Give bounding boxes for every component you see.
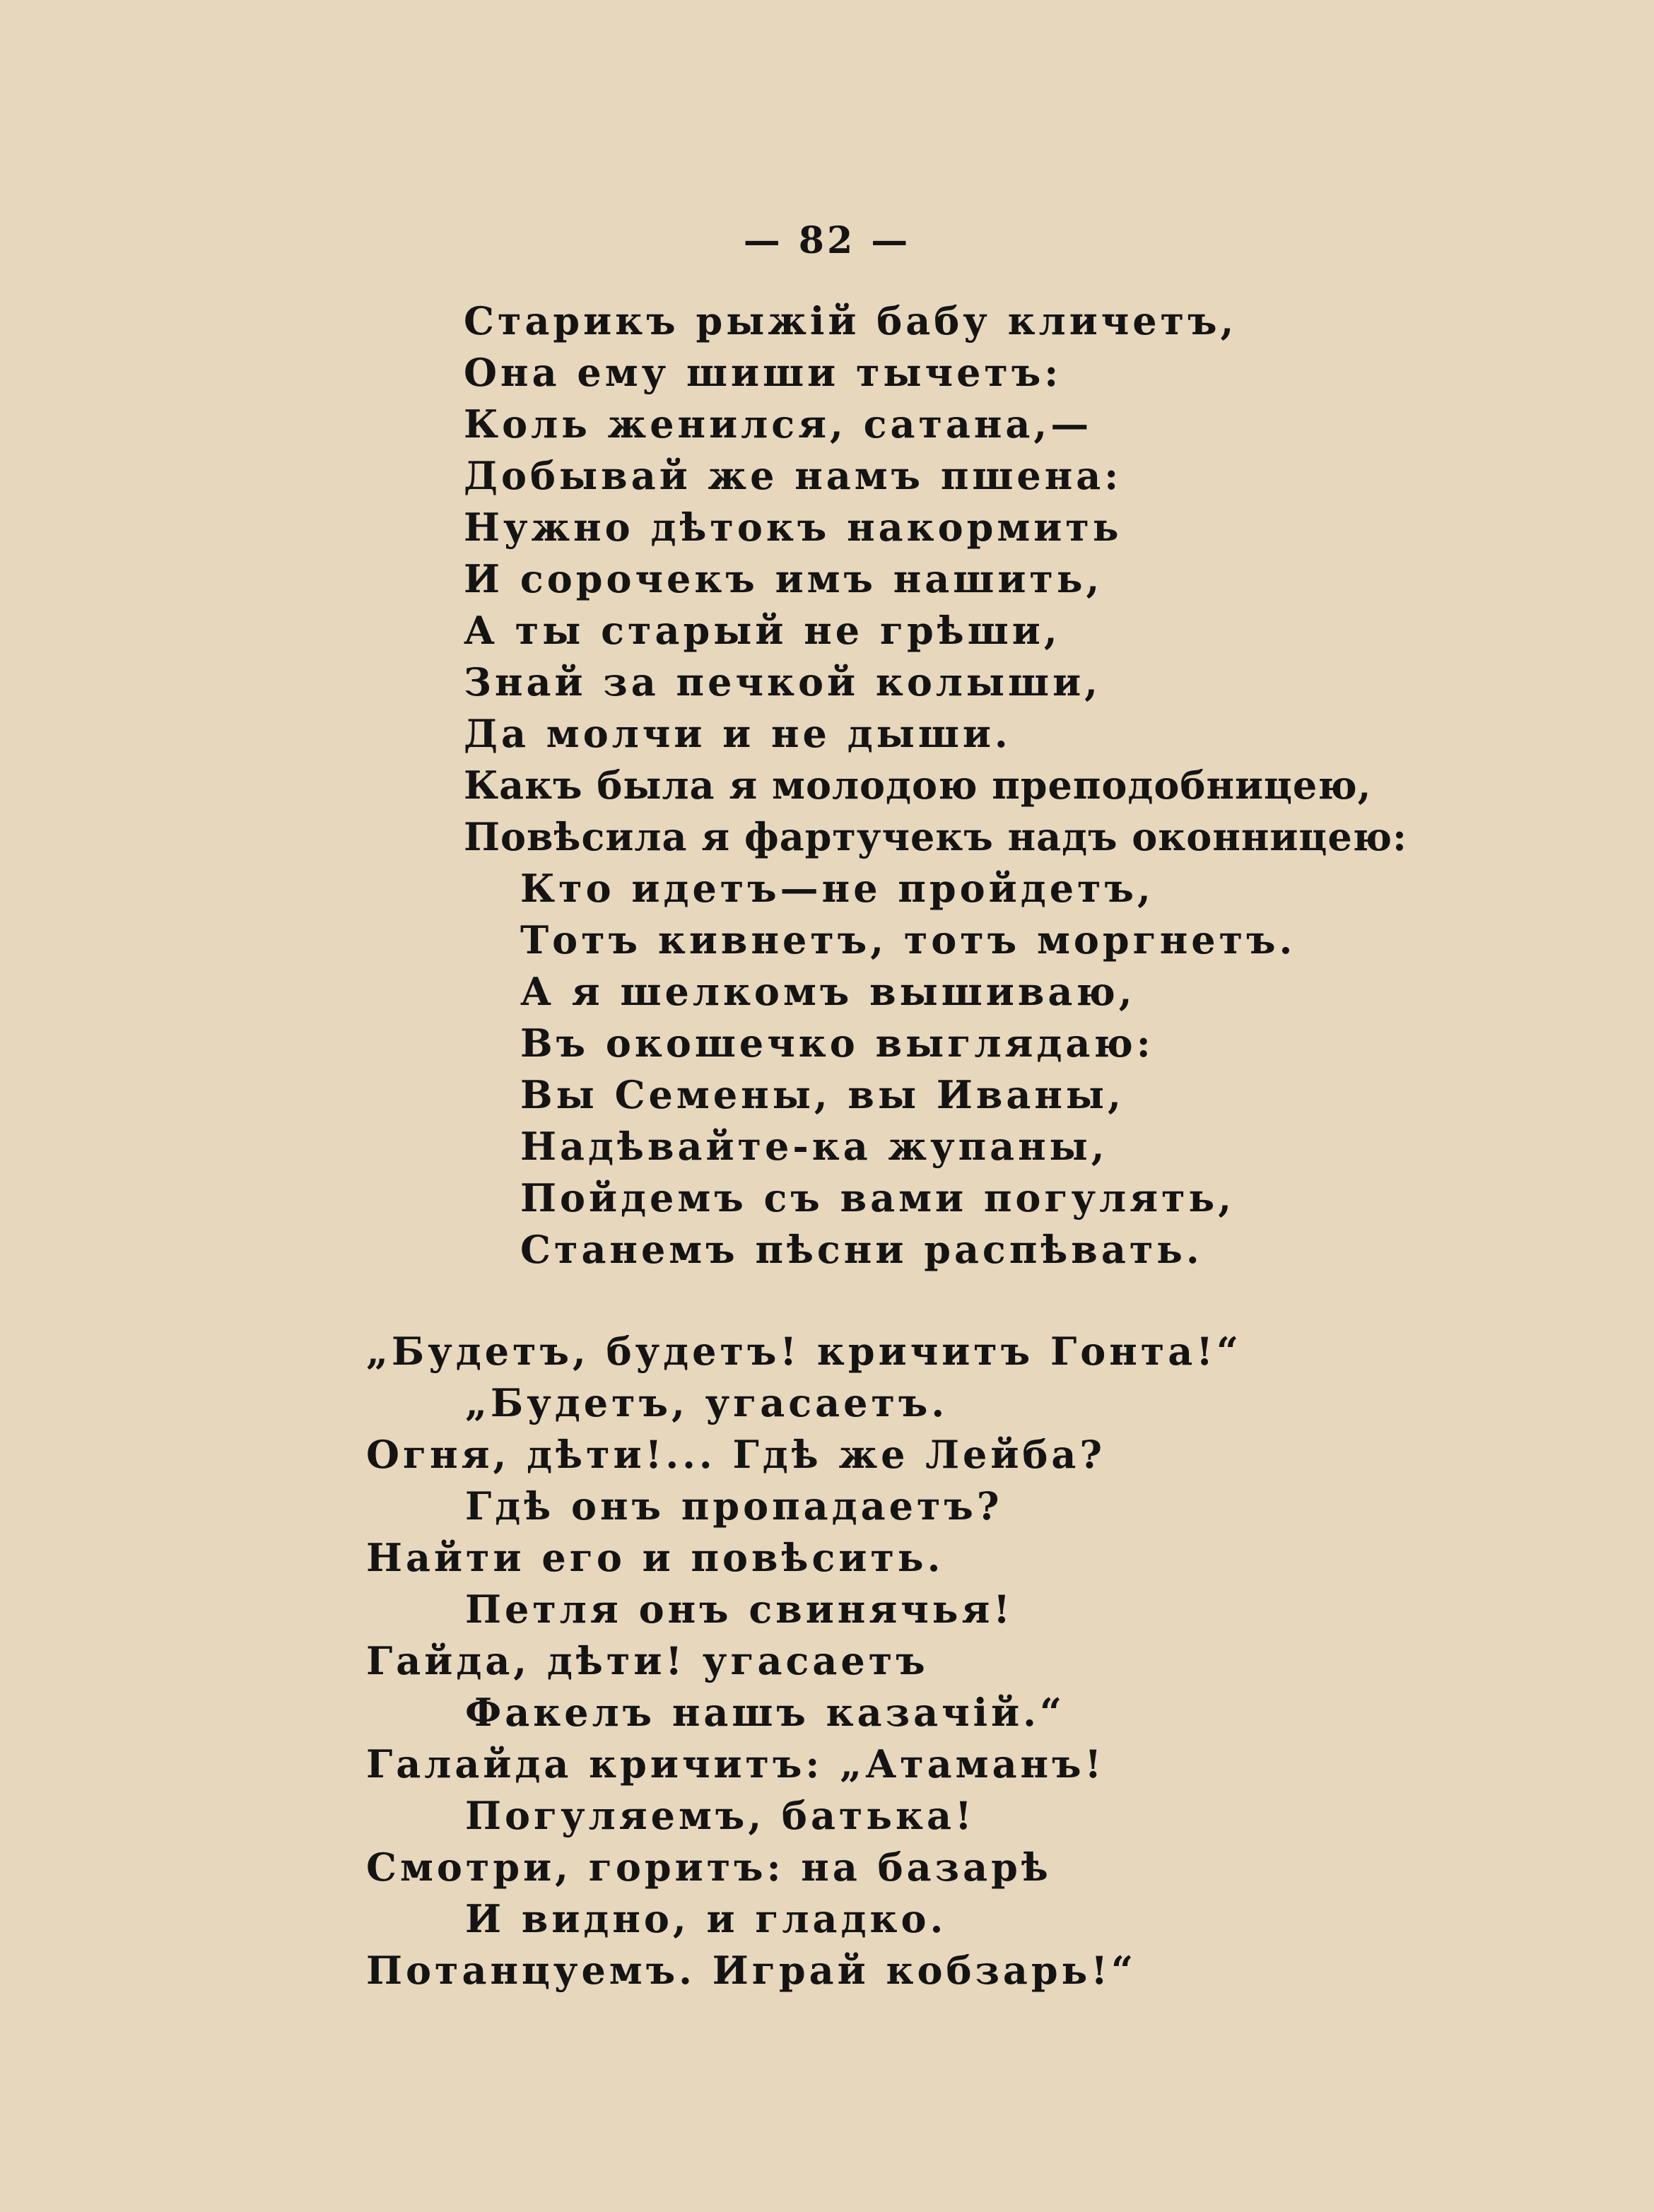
- verse-line: Въ окошечко выглядаю:: [520, 1020, 1154, 1066]
- verse-line: Найти его и повѣсить.: [366, 1535, 944, 1580]
- verse-line: Галайда кричитъ: „Атаманъ!: [366, 1741, 1105, 1787]
- verse-line: Кто идетъ—не пройдетъ,: [520, 866, 1154, 911]
- verse-line: Нужно дѣтокъ накормить: [464, 505, 1122, 550]
- verse-line: Она ему шиши тычетъ:: [464, 350, 1062, 395]
- verse-line: Гдѣ онъ пропадаетъ?: [465, 1483, 1003, 1529]
- verse-line: Станемъ пѣсни распѣвать.: [520, 1227, 1203, 1272]
- stanza-1: [464, 295, 1407, 1276]
- verse-line: Погуляемъ, батька!: [465, 1793, 975, 1838]
- verse-line: Коль женился, сатана,—: [464, 401, 1093, 447]
- verse-line: Добывай же намъ пшена:: [464, 453, 1122, 498]
- verse-line: Гайда, дѣти! угасаетъ: [366, 1638, 929, 1683]
- stanza-2: [366, 1326, 1242, 1996]
- verse-line: Петля онъ свинячья!: [465, 1587, 1014, 1632]
- verse-line: Пойдемъ съ вами погулять,: [520, 1175, 1235, 1220]
- verse-line: Старикъ рыжій бабу кличетъ,: [464, 298, 1238, 343]
- verse-line: Смотри, горитъ: на базарѣ: [366, 1845, 1052, 1890]
- verse-line: Повѣсила я фартучекъ надъ оконницею:: [464, 814, 1407, 859]
- verse-line: И видно, и гладко.: [465, 1896, 947, 1941]
- verse-line: Да молчи и не дыши.: [464, 711, 1011, 756]
- verse-line: Вы Семены, вы Иваны,: [520, 1072, 1125, 1117]
- verse-line: Какъ была я молодою преподобницею,: [464, 763, 1372, 808]
- verse-line: Огня, дѣти!... Гдѣ же Лейба?: [366, 1432, 1106, 1477]
- verse-line: А ты старый не грѣши,: [464, 608, 1061, 653]
- verse-line: Надѣвайте-ка жупаны,: [520, 1124, 1108, 1169]
- verse-line: И сорочекъ имъ нашить,: [464, 556, 1103, 601]
- verse-line: Тотъ кивнетъ, тотъ моргнетъ.: [520, 917, 1296, 963]
- page-number: — 82 —: [743, 219, 911, 262]
- verse-line: Факелъ нашъ казачій.“: [465, 1690, 1066, 1735]
- verse-line: Потанцуемъ. Играй кобзарь!“: [366, 1948, 1137, 1993]
- verse-line: „Будетъ, угасаетъ.: [465, 1380, 949, 1425]
- verse-line: Знай за печкой колыши,: [464, 659, 1101, 705]
- verse-line: А я шелкомъ вышиваю,: [520, 969, 1136, 1014]
- verse-line: „Будетъ, будетъ! кричитъ Гонта!“: [366, 1329, 1243, 1374]
